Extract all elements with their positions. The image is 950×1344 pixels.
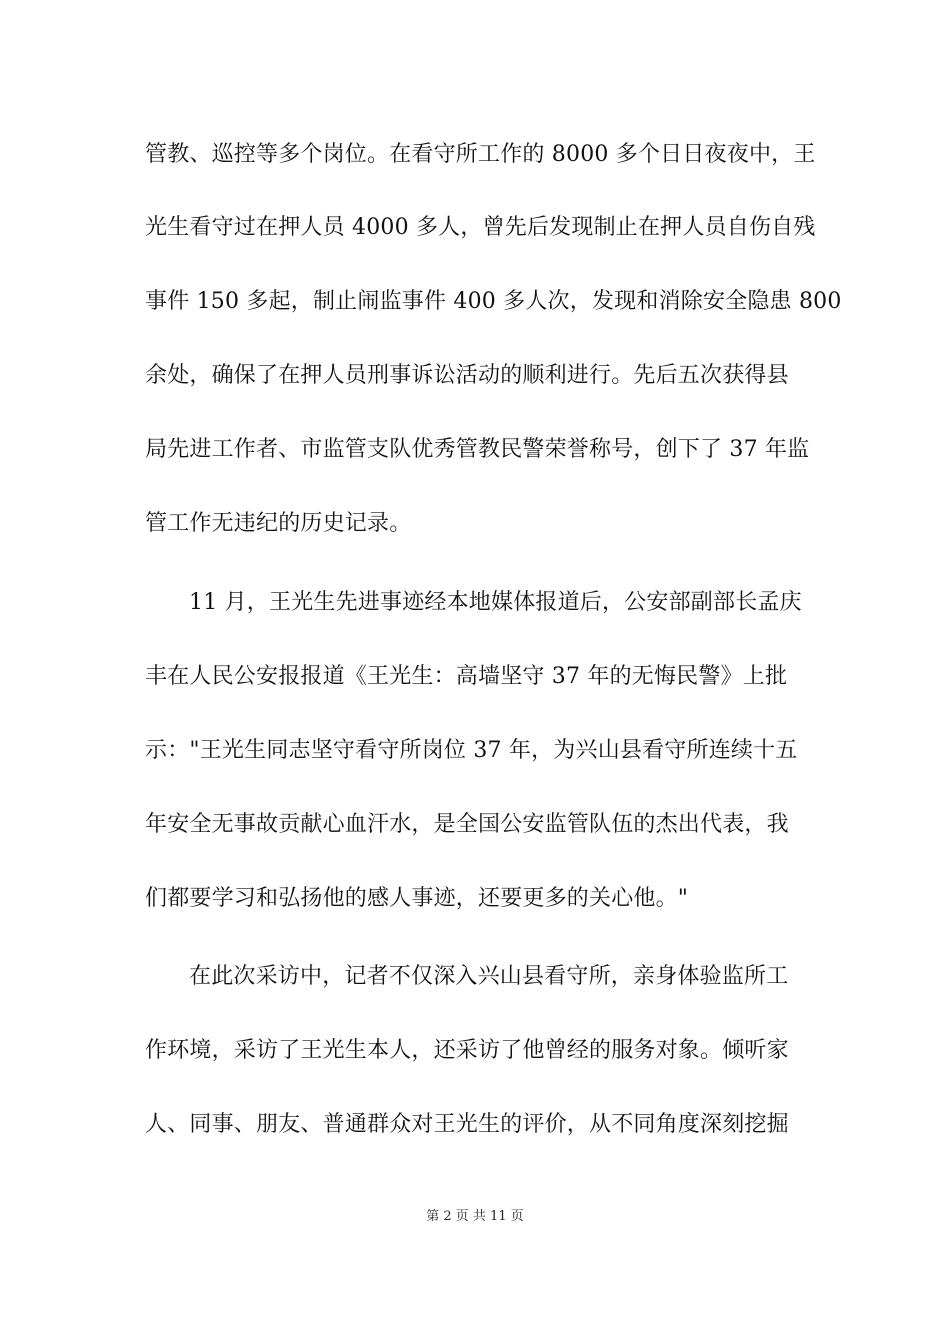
- paragraph-line: 人、同事、朋友、普通群众对王光生的评价，从不同角度深刻挖掘: [145, 1112, 789, 1137]
- paragraph-line: 管工作无违纪的历史记录。: [145, 511, 412, 536]
- paragraph-line: 丰在人民公安报报道《王光生：高墙坚守 37 年的无悔民警》上批: [145, 664, 788, 689]
- page-number-footer: 第 2 页 共 11 页: [426, 1209, 524, 1224]
- paragraph-line: 局先进工作者、市监管支队优秀管教民警荣誉称号，创下了 37 年监: [145, 437, 810, 462]
- paragraph-line: 示："王光生同志坚守看守所岗位 37 年，为兴山县看守所连续十五: [145, 738, 798, 763]
- paragraph-line: 们都要学习和弘扬他的感人事迹，还要更多的关心他。": [145, 886, 689, 911]
- paragraph-line: 光生看守过在押人员 4000 多人，曾先后发现制止在押人员自伤自残: [145, 215, 816, 240]
- paragraph-line: 作环境，采访了王光生本人，还采访了他曾经的服务对象。倾听家: [145, 1038, 789, 1063]
- paragraph-line: 管教、巡控等多个岗位。在看守所工作的 8000 多个日日夜夜中，王: [145, 142, 816, 167]
- paragraph-line: 在此次采访中，记者不仅深入兴山县看守所，亲身体验监所工: [189, 964, 789, 989]
- paragraph-line: 余处，确保了在押人员刑事诉讼活动的顺利进行。先后五次获得县: [145, 363, 789, 388]
- paragraph-line: 年安全无事故贡献心血汗水，是全国公安监管队伍的杰出代表，我: [145, 812, 789, 837]
- paragraph-line: 11 月，王光生先进事迹经本地媒体报道后，公安部副部长孟庆: [189, 590, 802, 615]
- paragraph-line: 事件 150 多起，制止闹监事件 400 多人次，发现和消除安全隐患 800: [145, 289, 842, 314]
